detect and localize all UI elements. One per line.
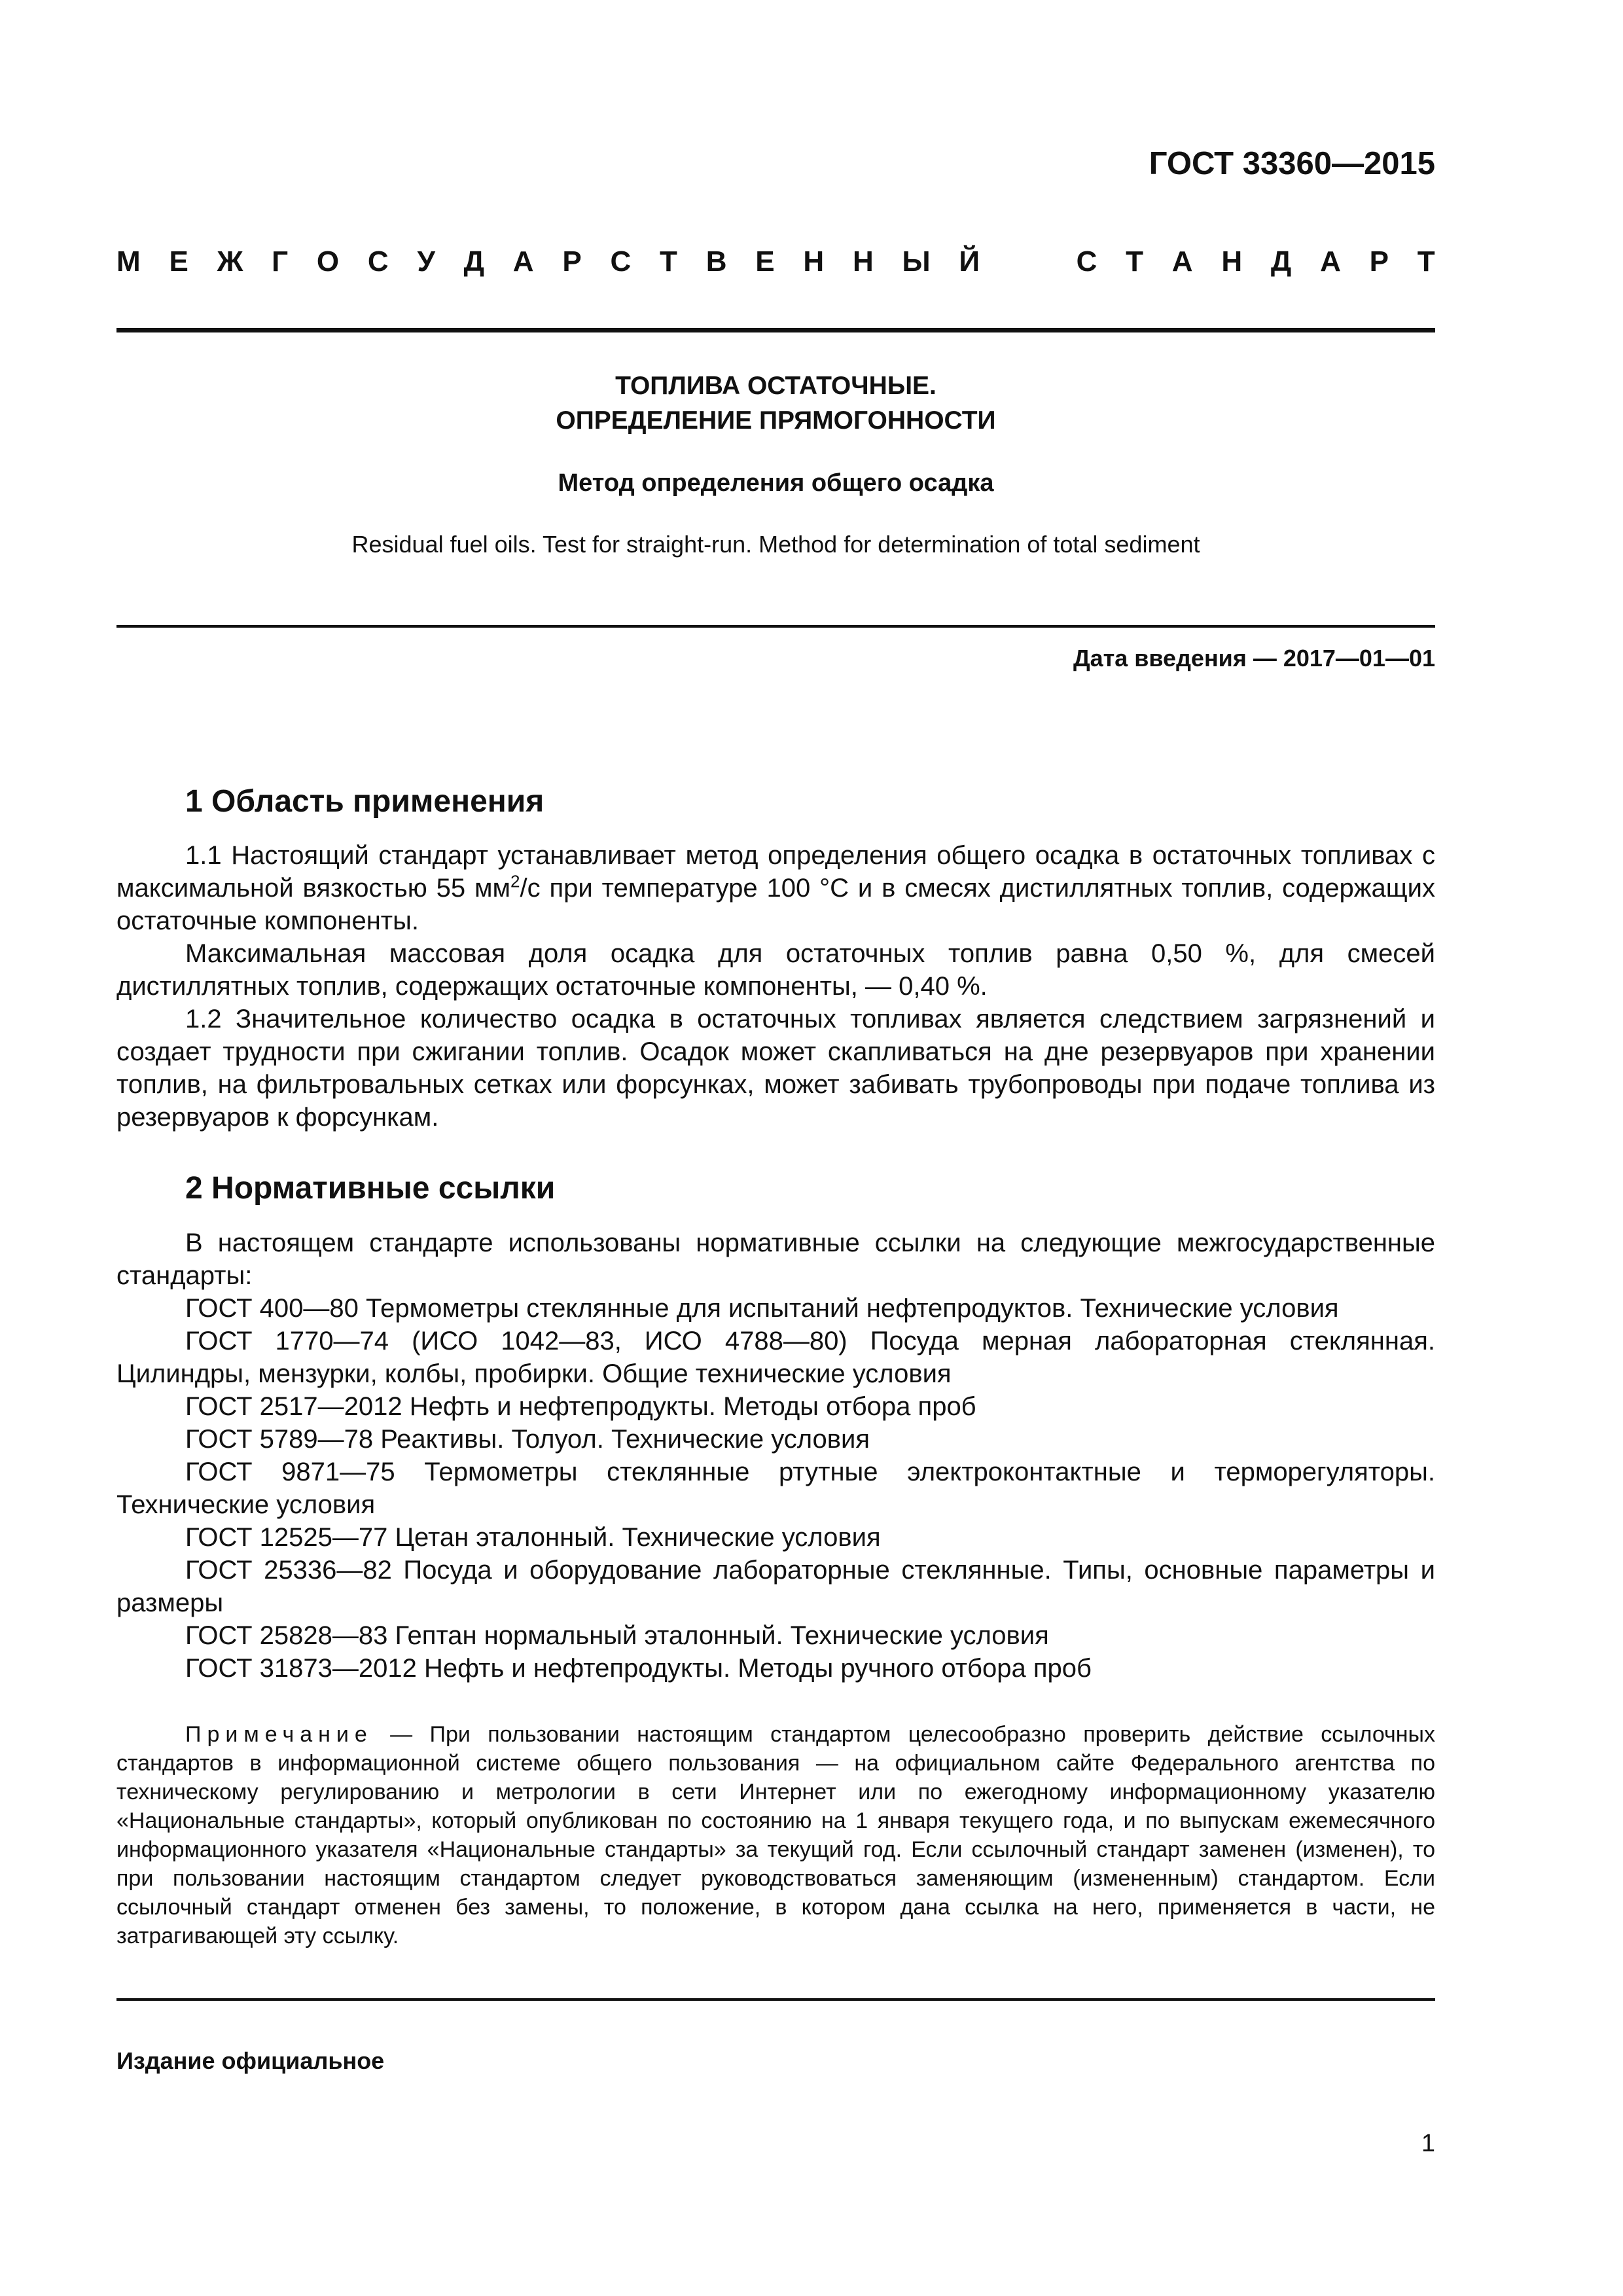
banner-letter: О xyxy=(316,245,340,278)
paragraph-text: 1.1 Настоящий стандарт устанавливает метод определения общего осадка в остаточных топливах с максимальной вязкостью 55 мм xyxy=(116,841,1435,903)
note-label: Примечание xyxy=(185,1722,373,1747)
page-number: 1 xyxy=(1421,2130,1435,2157)
reference-item: ГОСТ 12525—77 Цетан эталонный. Технические условия xyxy=(185,1523,881,1552)
banner-letter: В xyxy=(705,245,727,278)
title-divider xyxy=(116,625,1435,628)
paragraph-1-2: 1.2 Значительное количество осадка в остаточных топливах является следствием загрязнений и создает трудности при сжигании топлив. Осадок может скапливаться на дне резервуаров при хранении топлив, на фильтровальных сетках или форсунках, может забивать трубопроводы при подаче топлива из резервуаров к форсункам. xyxy=(116,1005,1435,1132)
references-intro: В настоящем стандарте использованы нормативные ссылки на следующие межгосударственные стандарты: xyxy=(116,1229,1435,1290)
section-1-heading: 1 Область применения xyxy=(185,784,544,819)
section-1-body xyxy=(116,839,1435,1134)
banner-word-gap xyxy=(1008,245,1048,278)
document-number: ГОСТ 33360—2015 xyxy=(1149,146,1435,181)
note-paragraph xyxy=(116,1720,1435,1950)
reference-item: ГОСТ 25336—82 Посуда и оборудование лабораторные стеклянные. Типы, основные параметры и размеры xyxy=(116,1556,1435,1617)
footer-divider xyxy=(116,1998,1435,2001)
reference-item: ГОСТ 2517—2012 Нефть и нефтепродукты. Методы отбора проб xyxy=(185,1392,976,1421)
reference-item: ГОСТ 400—80 Термометры стеклянные для испытаний нефтепродуктов. Технические условия xyxy=(185,1294,1339,1323)
banner-letter: Д xyxy=(1270,245,1292,278)
banner-letter: С xyxy=(610,245,632,278)
reference-item: ГОСТ 9871—75 Термометры стеклянные ртутные электроконтактные и терморегуляторы. Технические условия xyxy=(116,1458,1435,1519)
paragraph-1-1 xyxy=(116,839,1435,937)
banner-letter: А xyxy=(512,245,534,278)
banner-letter: У xyxy=(417,245,435,278)
banner-letter: А xyxy=(1320,245,1341,278)
paragraph-max-mass: Максимальная массовая доля осадка для остаточных топлив равна 0,50 %, для смесей дистиллятных топлив, содержащих остаточные компоненты, — 0,40 %. xyxy=(116,939,1435,1001)
superscript: 2 xyxy=(510,871,520,891)
reference-item: ГОСТ 31873—2012 Нефть и нефтепродукты. Методы ручного отбора проб xyxy=(185,1654,1092,1683)
interstate-standard-banner xyxy=(116,245,1435,278)
title-block xyxy=(116,368,1435,560)
reference-item: ГОСТ 5789—78 Реактивы. Толуол. Технические условия xyxy=(185,1425,870,1454)
method-subtitle: Метод определения общего осадка xyxy=(558,469,994,497)
note-block xyxy=(116,1720,1435,1950)
official-edition-label: Издание официальное xyxy=(116,2047,385,2074)
english-title: Residual fuel oils. Test for straight-run. Method for determination of total sediment xyxy=(351,531,1200,558)
banner-letter: Т xyxy=(660,245,677,278)
note-text: — При пользовании настоящим стандартом целесообразно проверить действие ссылочных стандартов в информационной системе общего пользования — на официальном сайте Федерального агентства по техническому регулированию и метрологии в сети Интернет или по ежегодному информационному указателю «Национальные стандарты», который опубликован по состоянию на 1 января текущего года, и по выпускам ежемесячного информационного указателя «Национальные стандарты» за текущий год. Если ссылочный стандарт заменен (изменен), то при пользовании настоящим стандартом следует руководствоваться заменяющим (измененным) стандартом. Если ссылочный стандарт отменен без замены, то положение, в котором дана ссылка на него, применяется в части, не затрагивающей эту ссылку. xyxy=(116,1722,1435,1948)
banner-letter: Р xyxy=(562,245,582,278)
introduction-date: Дата введения — 2017—01—01 xyxy=(1073,645,1435,672)
section-2-body xyxy=(116,1227,1435,1685)
banner-letter: Р xyxy=(1369,245,1389,278)
banner-letter: Ы xyxy=(902,245,931,278)
banner-letter: Т xyxy=(1417,245,1435,278)
section-2-heading: 2 Нормативные ссылки xyxy=(185,1171,556,1206)
reference-item: ГОСТ 1770—74 (ИСО 1042—83, ИСО 4788—80) Посуда мерная лабораторная стеклянная. Цилиндры, мензурки, колбы, пробирки. Общие технические условия xyxy=(116,1327,1435,1388)
banner-letter: Е xyxy=(169,245,188,278)
banner-letter: С xyxy=(1076,245,1097,278)
header-divider xyxy=(116,328,1435,332)
banner-letter: Д xyxy=(463,245,484,278)
banner-letter: Н xyxy=(1221,245,1243,278)
banner-letter: Ж xyxy=(217,245,243,278)
paragraph-text: /с при температуре 100 °С и в смесях дистиллятных топлив, содержащих остаточные компоненты. xyxy=(116,874,1435,935)
banner-letter: А xyxy=(1171,245,1193,278)
banner-letter: Н xyxy=(852,245,874,278)
banner-letter: Г xyxy=(272,245,289,278)
reference-item: ГОСТ 25828—83 Гептан нормальный эталонный. Технические условия xyxy=(185,1621,1049,1650)
title-line-2: ОПРЕДЕЛЕНИЕ ПРЯМОГОННОСТИ xyxy=(556,406,996,435)
banner-letter: С xyxy=(367,245,389,278)
title-line-1: ТОПЛИВА ОСТАТОЧНЫЕ. xyxy=(615,372,936,400)
banner-letter: Н xyxy=(803,245,825,278)
banner-letter: Е xyxy=(755,245,775,278)
banner-letter: Й xyxy=(959,245,980,278)
banner-letter: Т xyxy=(1126,245,1144,278)
banner-letter: М xyxy=(116,245,141,278)
